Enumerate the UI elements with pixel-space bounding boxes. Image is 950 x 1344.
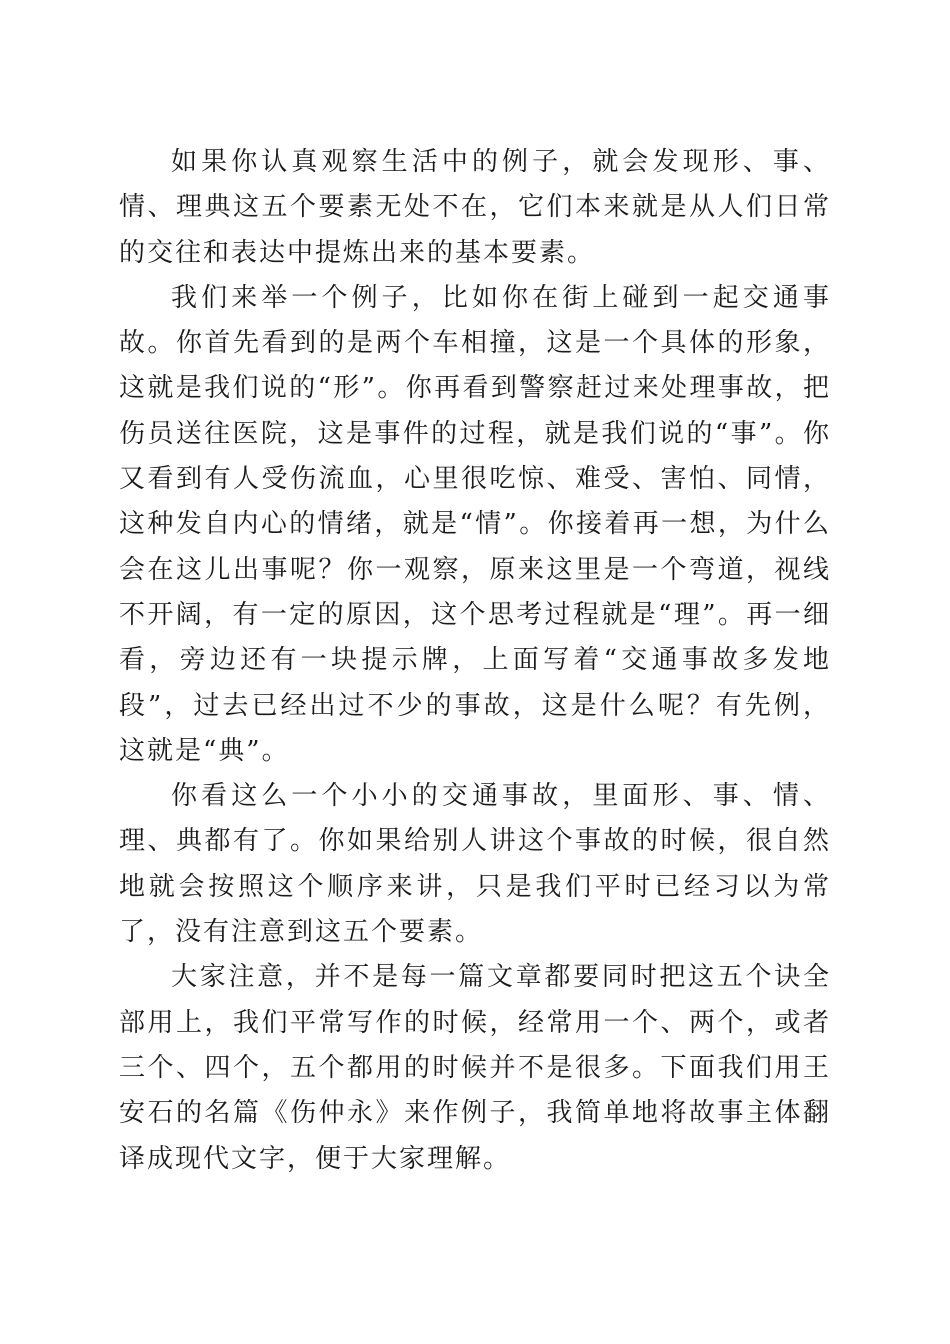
paragraph-3: 你看这么一个小小的交通事故，里面形、事、情、理、典都有了。你如果给别人讲这个事故的时候，很自然地就会按照这个顺序来讲，只是我们平时已经习以为常了，没有注意到这五个要素。: [119, 781, 831, 948]
paragraph-4: 大家注意，并不是每一篇文章都要同时把这五个诀全部用上，我们平常写作的时候，经常用一个、两个，或者三个、四个，五个都用的时候并不是很多。下面我们用王安石的名篇《伤仲永》来作例子，我简单地将故事主体翻译成现代文字，便于大家理解。: [119, 962, 831, 1174]
paragraph-2: 我们来举一个例子，比如你在街上碰到一起交通事故。你首先看到的是两个车相撞，这是一个具体的形象，这就是我们说的“形”。你再看到警察赶过来处理事故，把伤员送往医院，这是事件的过程，就是我们说的“事”。你又看到有人受伤流血，心里很吃惊、难受、害怕、同情，这种发自内心的情绪，就是“情”。你接着再一想，为什么会在这儿出事呢？你一观察，原来这里是一个弯道，视线不开阔，有一定的原因，这个思考过程就是“理”。再一细看，旁边还有一块提示牌，上面写着“交通事故多发地段”，过去已经出过不少的事故，这是什么呢？有先例，这就是“典”。: [119, 282, 831, 766]
body-text: [119, 140, 831, 1182]
paragraph-1: 如果你认真观察生活中的例子，就会发现形、事、情、理典这五个要素无处不在，它们本来就是从人们日常的交往和表达中提炼出来的基本要素。: [119, 147, 831, 268]
